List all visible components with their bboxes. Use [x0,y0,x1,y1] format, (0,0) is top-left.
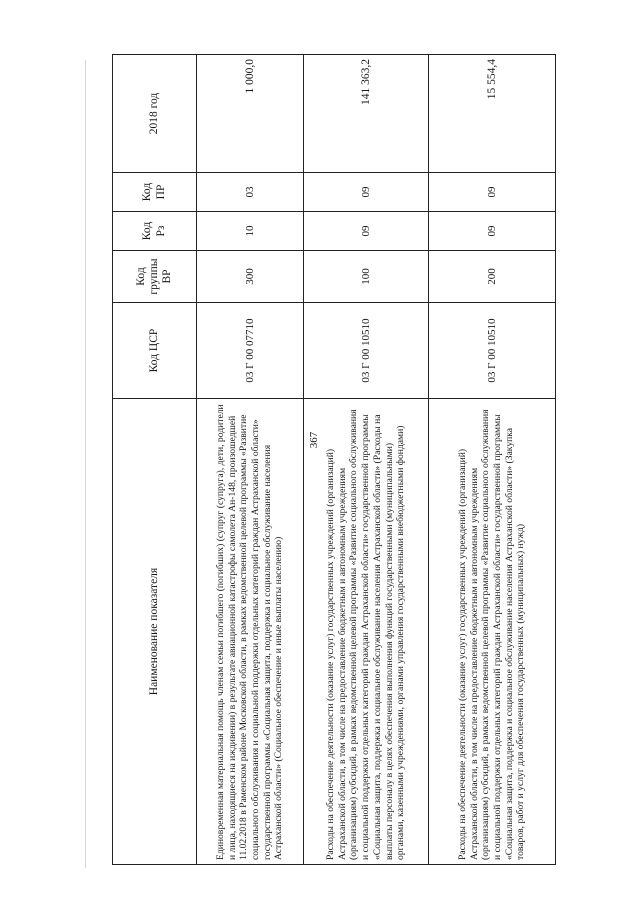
table-row [197,55,304,865]
row-csr: 03 Г 00 07710 [197,303,304,399]
row-csr: 03 Г 00 10510 [304,303,429,399]
row-amount: 1 000,0 [197,55,304,173]
row-rz: 09 [429,212,556,251]
row-pr: 09 [429,173,556,212]
table-header-row [113,55,197,865]
header-csr: Код ЦСР [113,303,197,399]
table-row [429,55,556,865]
row-name: Расходы на обеспечение деятельности (оказание услуг) государственных учреждений (организаций) Астраханской области, в том числе на предоставление бюджетным и автономным учреждениям (организациям) субсидий, в рамках ведомственной целевой программы «Развитие социального обслуживания и социальной поддержки отдельных категорий граждан Астраханской области» государственной программы «Социальная защита, поддержка и социальное обслуживание населения Астраханской области» (Расходы на выплаты персоналу в целях обеспечения выполнения функций государственными (муниципальными) органами, казенными учреждениями, органами управления государственными внебюджетными фондами) [304,399,429,865]
scan-edge-line [85,60,86,868]
page-number: 367 [308,431,320,449]
header-pr: Код ПР [113,173,197,212]
header-vr: Код группы ВР [113,251,197,303]
row-vr: 300 [197,251,304,303]
row-vr: 200 [429,251,556,303]
row-name: Единовременная материальная помощь членам семьи погибшего (погибших) (супруг (супруга), дети, родители и лица, находящиеся на иждивении) в результате авиационной катастрофы самолета Ан-148, произошедшей 11.02.2018 в Раменском районе Московской области, в рамках ведомственной целевой программы «Развитие социального обслуживания и социальной поддержки отдельных категорий граждан Астраханской области» государственной программы «Социальная защита, поддержка и социальное обслуживание населения Астраханской области» (Социальное обеспечение и иные выплаты населению) [197,399,304,865]
row-rz: 09 [304,212,429,251]
rotated-table-container [112,55,527,865]
table-row [304,55,429,865]
row-pr: 09 [304,173,429,212]
row-amount: 15 554,4 [429,55,556,173]
header-amount: 2018 год [113,55,197,173]
header-name: Наименование показателя [113,399,197,865]
row-name: Расходы на обеспечение деятельности (оказание услуг) государственных учреждений (организаций) Астраханской области, в том числе на предоставление бюджетным и автономным учреждениям (организациям) субсидий, в рамках ведомственной целевой программы «Развитие социального обслуживания и социальной поддержки отдельных категорий граждан Астраханской области» государственной программы «Социальная защита, поддержка и социальное обслуживание населения Астраханской области» (Закупка товаров, работ и услуг для обеспечения государственных (муниципальных) нужд) [429,399,556,865]
budget-table [112,54,556,865]
row-csr: 03 Г 00 10510 [429,303,556,399]
row-pr: 03 [197,173,304,212]
row-rz: 10 [197,212,304,251]
header-rz: Код Рз [113,212,197,251]
row-amount: 141 363,2 [304,55,429,173]
row-vr: 100 [304,251,429,303]
